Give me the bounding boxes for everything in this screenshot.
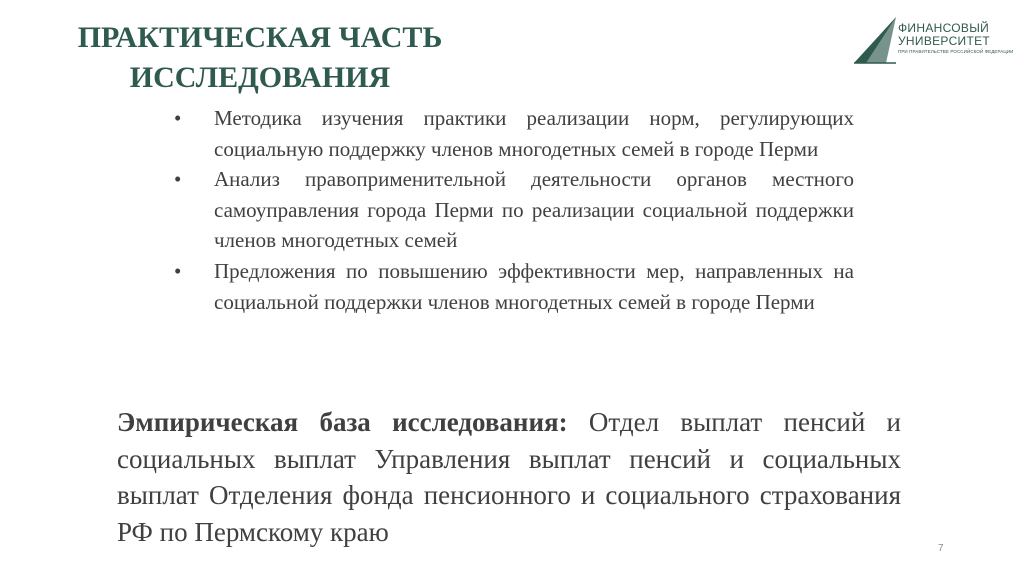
empirical-base-lead: Эмпирическая база исследования: [117, 407, 568, 437]
logo-line-3: ПРИ ПРАВИТЕЛЬСТВЕ РОССИЙСКОЙ ФЕДЕРАЦИИ [898, 49, 1014, 54]
page-number: 7 [938, 543, 944, 554]
slide-title: ПРАКТИЧЕСКАЯ ЧАСТЬ ИССЛЕДОВАНИЯ [77, 21, 443, 94]
empirical-base-paragraph [117, 404, 901, 550]
logo-line-1: ФИНАНСОВЫЙ [898, 21, 990, 35]
logo-line-2: УНИВЕРСИТЕТ [898, 34, 991, 48]
university-logo-icon [852, 16, 900, 66]
bullet-item [172, 103, 854, 164]
university-logo [852, 16, 1012, 66]
bullet-item [172, 256, 854, 317]
bullet-item [172, 164, 854, 256]
bullet-text: Предложения по повышению эффективности мер, направленных на социальной поддержки членов многодетных семей в городе Перми [214, 258, 854, 314]
bullet-marker: • [174, 167, 182, 192]
bullet-marker: • [174, 258, 182, 283]
bullet-list [172, 103, 854, 317]
bullet-text: Методика изучения практики реализации норм, регулирующих социальную поддержку членов многодетных семей в городе Перми [214, 106, 854, 161]
bullet-marker: • [174, 106, 182, 130]
bullet-text: Анализ правоприменительной деятельности органов местного самоуправления города Перми по реализации социальной поддержки членов многодетных семей [214, 167, 854, 253]
empirical-base-text: Отдел выплат пенсий и социальных выплат Управления выплат пенсий и социальных выплат Отделения фонда пенсионного и социального страхования РФ по Пермскому краю [117, 407, 901, 547]
